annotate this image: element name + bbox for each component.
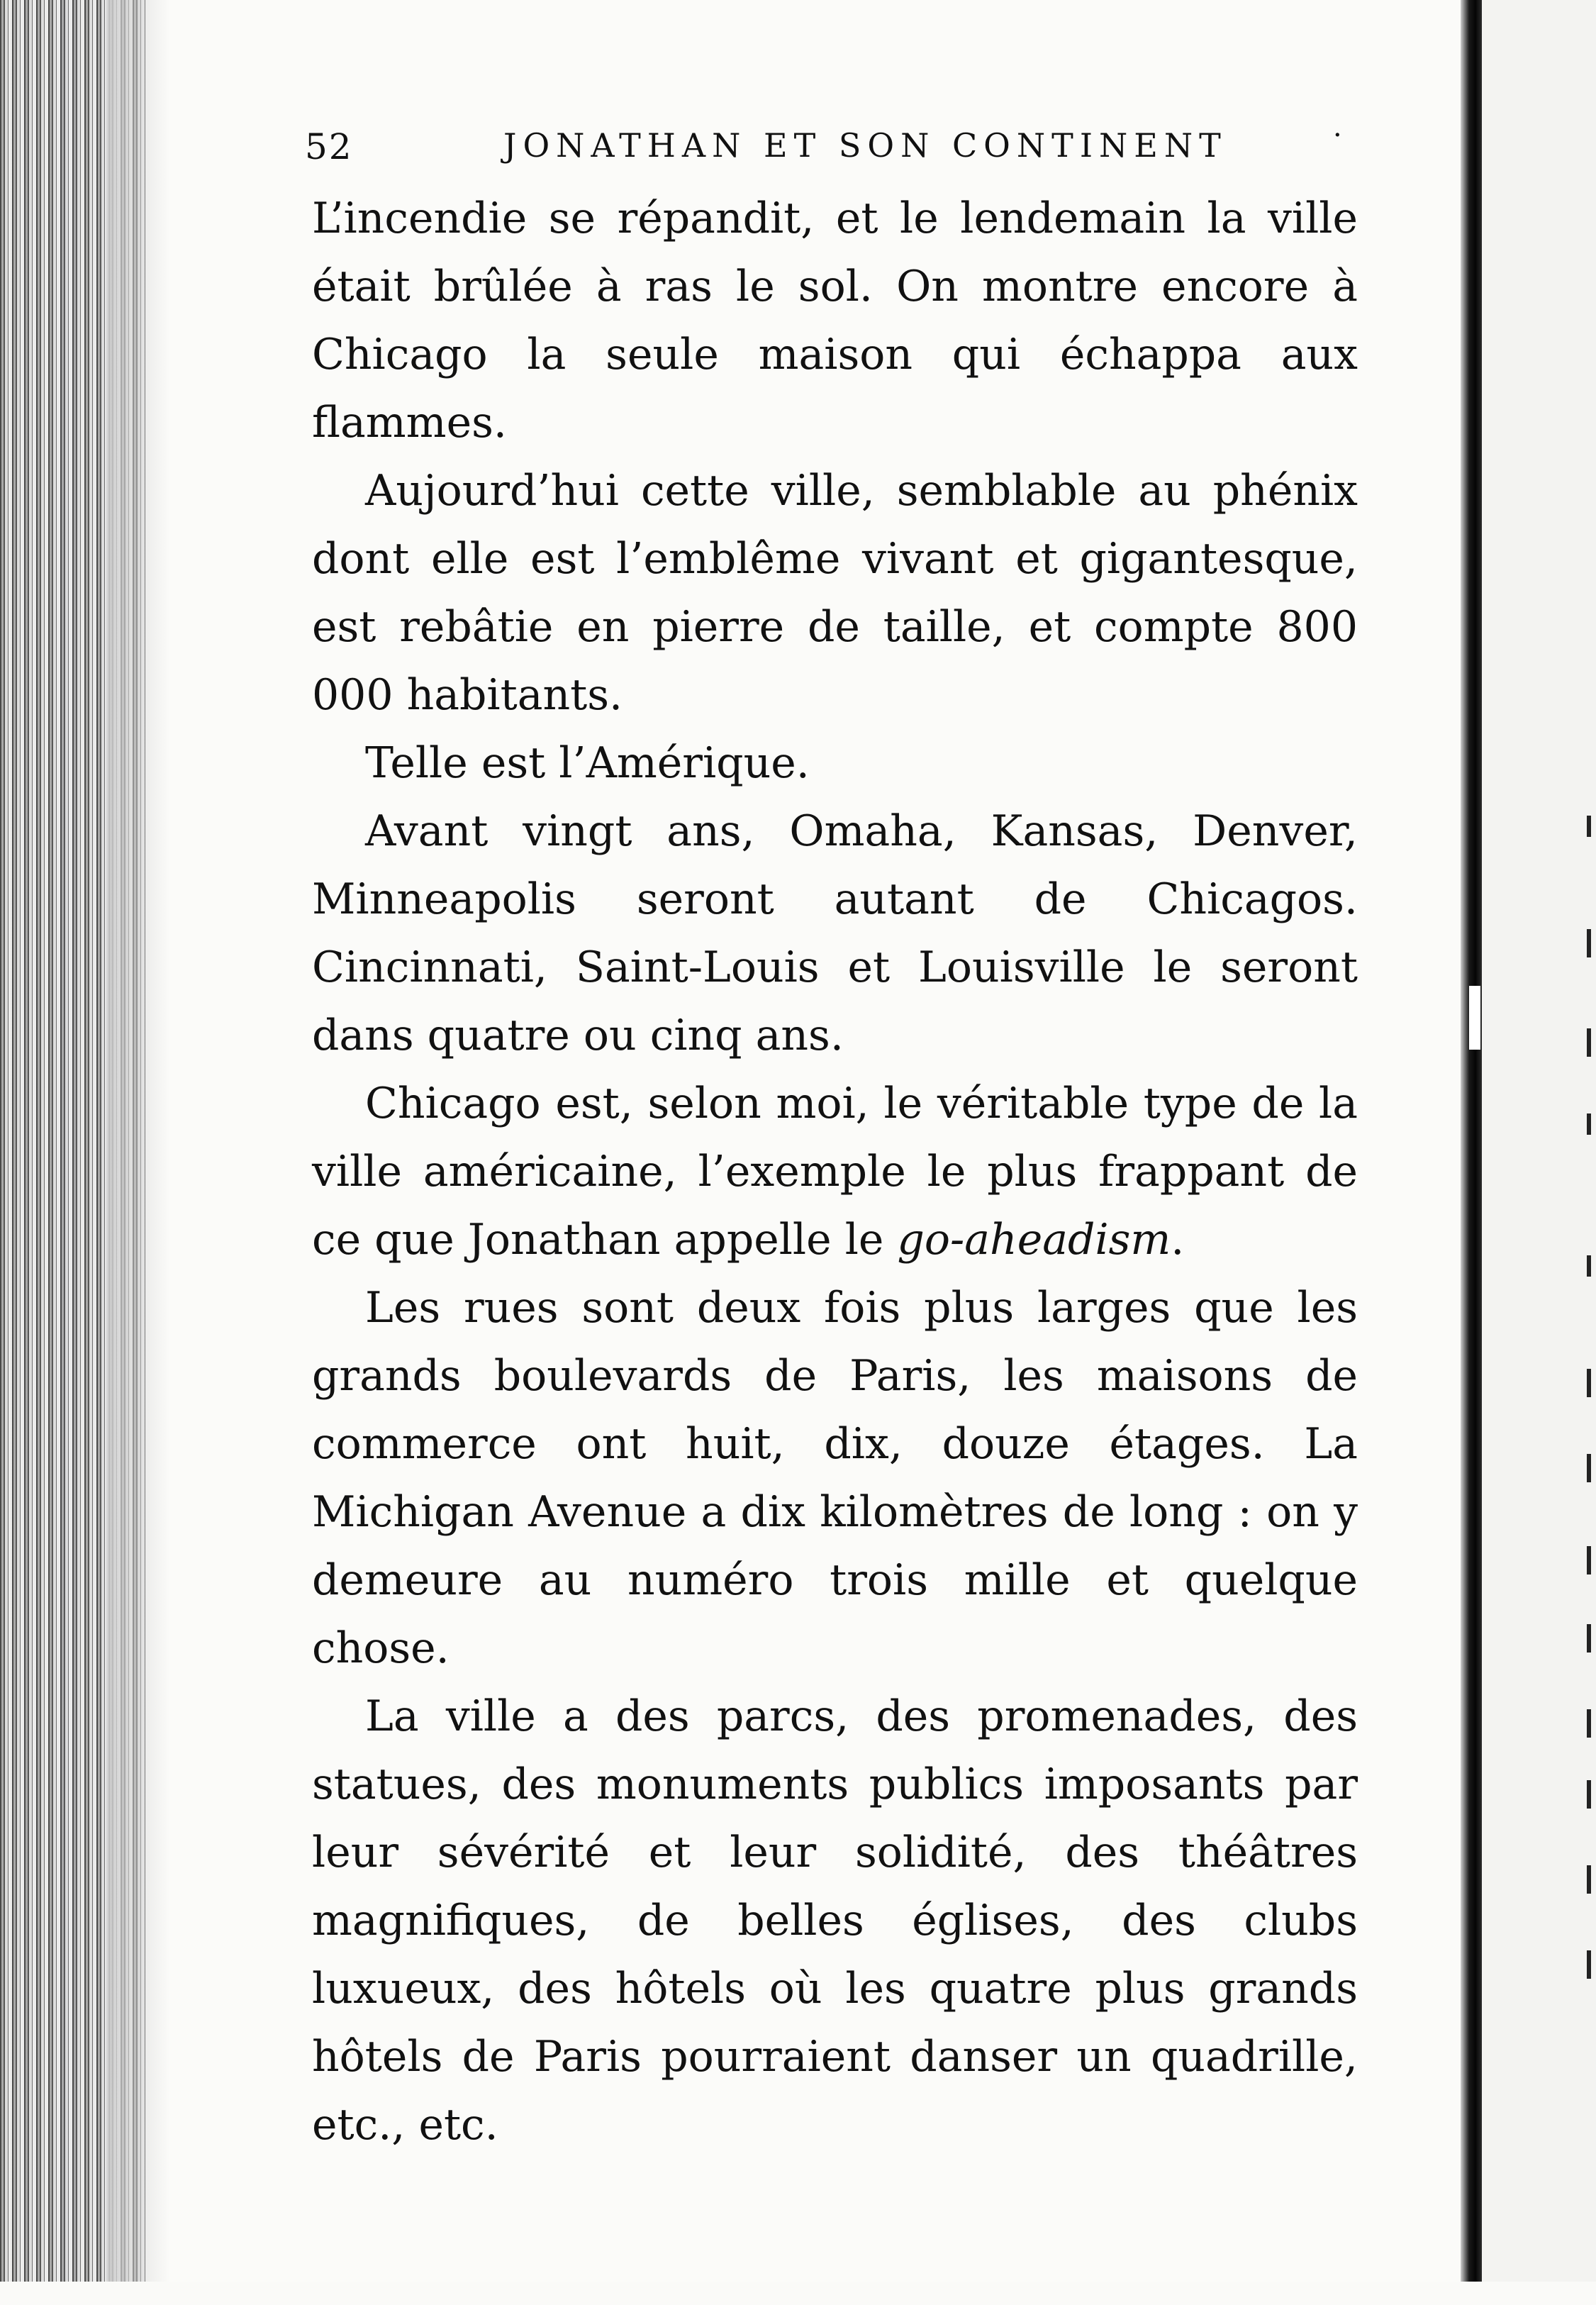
paragraph-punctuation: . (1171, 1215, 1185, 1265)
paragraph-text: Chicago est, selon moi, le véritable type de la ville américaine, l’exemple le plus frappant de ce que Jonathan appelle le (312, 1079, 1358, 1265)
scan-highlight (1469, 986, 1480, 1050)
paragraph: Avant vingt ans, Omaha, Kansas, Denver, Minneapolis seront autant de Chicagos. Cincinnati, Saint-Louis et Louisville le seront dans quatre ou cinq ans. (312, 806, 1358, 1060)
scan-speck: · (1333, 119, 1342, 152)
paragraph: L’incendie se répandit, et le lendemain la ville était brûlée à ras le sol. On montre encore à Chicago la seule maison qui échappa aux flammes. (312, 194, 1358, 448)
paragraph (312, 1070, 1358, 1274)
page-binding-shadow (1461, 0, 1482, 2282)
running-head (305, 113, 1361, 170)
facing-page-text-fragments (1581, 816, 1596, 2305)
book-page (305, 113, 1361, 2156)
gutter-shadow (106, 0, 170, 2282)
italic-term: go-aheadism (897, 1215, 1171, 1265)
paragraph: La ville a des parcs, des promenades, des statues, des monuments publics imposants par leur sévérité et leur solidité, des théâtres magnifiques, de belles églises, des clubs luxueux, des hôtels où les quatre plus grands hôtels de Paris pourraient danser un quadrille, etc., etc. (312, 1692, 1358, 2150)
running-title: JONATHAN ET SON CONTINENT (503, 126, 1227, 165)
paragraph: Aujourd’hui cette ville, semblable au phénix dont elle est l’emblême vivant et gigantesque, est rebâtie en pierre de taille, et compte 800 000 habitants. (312, 466, 1358, 720)
page-number: 52 (305, 126, 353, 167)
facing-page-edge (1482, 0, 1596, 2282)
paragraph: Telle est l’Amérique. (365, 738, 810, 788)
paragraph: Les rues sont deux fois plus larges que les grands boulevards de Paris, les maisons de commerce ont huit, dix, douze étages. La Michigan Avenue a dix kilomètres de long : on y demeure au numéro trois mille et quelque chose. (312, 1283, 1358, 1673)
body-text (312, 184, 1358, 2159)
